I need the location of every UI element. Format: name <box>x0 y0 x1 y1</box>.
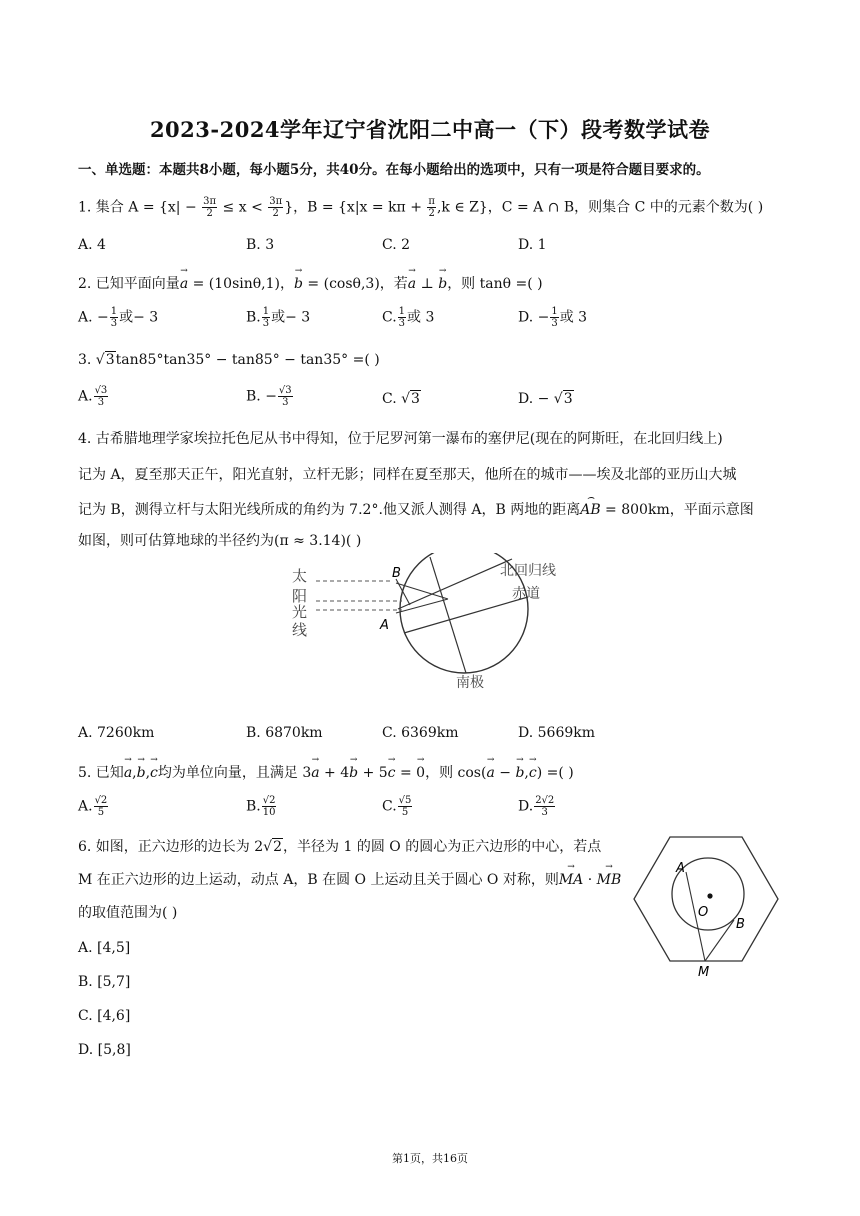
question-3: 3. √3tan85°tan35° − tan85° − tan35° =( ) <box>78 352 380 368</box>
q4-option-b: B. 6870km <box>246 725 323 741</box>
question-4-line-4: 如图，则可估算地球的半径约为(π ≈ 3.14)( ) <box>78 533 362 549</box>
question-4-line-3: 记为 B，测得立杆与太阳光线所成的角约为 7.2°.他又派人测得 A，B 两地的距离⌢ AB = 800km，平面示意图 <box>78 499 754 519</box>
q5-option-b: B. $\frac{√2}{10}$ <box>246 795 276 818</box>
question-1: 1. 集合 A = {x| − $\frac{3\pi}{2}$ ≤ x < $\frac{3\pi}{2}$ }，B = {x|x = kπ + $\frac{\pi}{2}$ ,k ∈ Z}，C = A ∩ B，则集合 C 中的元素个数为( ) <box>78 196 764 219</box>
equator-line <box>404 597 528 633</box>
q6-option-c: C. [4,6] <box>78 1008 131 1024</box>
q5-option-c: C. $\frac{√5}{5}$ <box>382 795 412 818</box>
question-4-line-2: 记为 A，夏至那天正午，阳光直射，立杆无影；同样在夏至那天，他所在的城市——埃及北部的亚历山大城 <box>78 467 737 483</box>
label-m: M <box>698 965 710 980</box>
label-b: B <box>392 566 401 581</box>
tropic-label: 北回归线 <box>500 563 556 579</box>
question-2: 2. 已知平面向量→ a = (10sinθ,1)，→ b = (cosθ,3)，若→ a ⊥ → b，则 tanθ =( ) <box>78 273 543 293</box>
segment-mb <box>705 920 734 961</box>
q2-option-a: A. − $\frac{1}{3}$ 或− 3 <box>78 306 159 329</box>
question-6-line-1: 6. 如图，正六边形的边长为 2√2，半径为 1 的圆 O 的圆心为正六边形的中心，若点 <box>78 839 602 855</box>
q3-option-d: D. − √3 <box>518 391 573 407</box>
q6-option-d: D. [5,8] <box>78 1042 131 1058</box>
q2-option-b: B. $\frac{1}{3}$ 或− 3 <box>246 306 311 329</box>
q3-option-c: C. √3 <box>382 391 420 407</box>
sun-label-4: 线 <box>292 621 308 639</box>
q4-option-d: D. 5669km <box>518 725 596 741</box>
sun-label-3: 光 <box>292 603 308 621</box>
q6-option-b: B. [5,7] <box>78 974 131 990</box>
equator-label: 赤道 <box>512 586 540 602</box>
fraction: $\frac{3\pi}{2}$ <box>269 196 283 219</box>
axis-line <box>430 557 466 673</box>
q2-option-c: C. $\frac{1}{3}$ 或 3 <box>382 306 435 329</box>
fraction: $\frac{\pi}{2}$ <box>428 196 435 219</box>
tropic-line <box>398 559 512 609</box>
question-4-line-1: 4. 古希腊地理学家埃拉托色尼从书中得知，位于尼罗河第一瀑布的塞伊尼(现在的阿斯旺，在北回归线上) <box>78 431 723 447</box>
earth-diagram <box>280 553 580 693</box>
hexagon <box>634 837 778 961</box>
q3-option-b: B. − $\frac{√3}{3}$ <box>246 385 292 408</box>
question-5: 5. 已知→ a,→ b,→ c均为单位向量，且满足 3→ a + 4→ b + 5→ c = → 0，则 cos(→ a − → b,→ c) =( ) <box>78 762 574 782</box>
q1-option-a: A. 4 <box>78 237 106 253</box>
question-6-line-3: 的取值范围为( ) <box>78 905 178 921</box>
q5-option-a: A. $\frac{√2}{5}$ <box>78 795 108 818</box>
label-b: B <box>736 917 745 932</box>
center-dot <box>707 893 712 898</box>
q1-option-d: D. 1 <box>518 237 547 253</box>
q5-option-d: D. $\frac{2√2}{3}$ <box>518 795 555 818</box>
label-o: O <box>698 905 709 920</box>
q4-option-a: A. 7260km <box>78 725 155 741</box>
sun-label-1: 太 <box>292 567 308 585</box>
q3-option-a: A. $\frac{√3}{3}$ <box>78 385 108 408</box>
sun-label-2: 阳 <box>292 587 308 605</box>
q1-option-b: B. 3 <box>246 237 275 253</box>
pole-line <box>396 579 410 605</box>
q1-option-c: C. 2 <box>382 237 411 253</box>
label-a: A <box>676 861 685 876</box>
pole-label: 南极 <box>456 675 484 691</box>
q4-option-c: C. 6369km <box>382 725 459 741</box>
fraction: $\frac{3\pi}{2}$ <box>203 196 217 219</box>
label-a: A <box>380 618 389 633</box>
page-footer: 第1页，共16页 <box>392 1152 468 1165</box>
exam-title: 2023-2024学年辽宁省沈阳二中高一（下）段考数学试卷 <box>149 117 711 142</box>
section-heading: 一、单选题：本题共8小题，每小题5分，共40分。在每小题给出的选项中，只有一项是符合题目要求的。 <box>78 162 710 178</box>
q2-option-d: D. − $\frac{1}{3}$ 或 3 <box>518 306 588 329</box>
question-6-line-2: M 在正六边形的边上运动，动点 A，B 在圆 O 上运动且关于圆心 O 对称，则→ MA · → MB <box>78 869 621 889</box>
hexagon-diagram <box>630 832 790 982</box>
q6-option-a: A. [4,5] <box>78 940 131 956</box>
